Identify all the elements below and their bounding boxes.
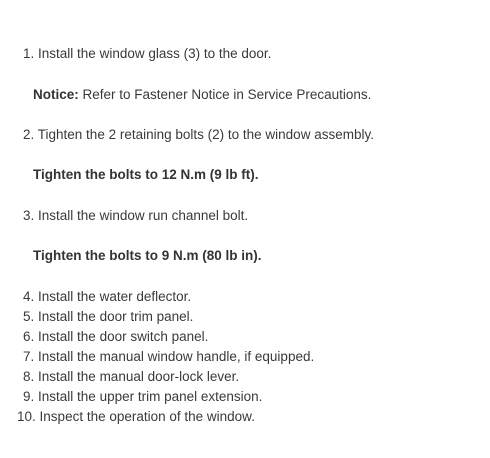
step-text: Install the manual door-lock lever. [38, 369, 240, 384]
step-text: Install the water deflector. [38, 289, 192, 304]
step-9 [23, 389, 262, 405]
notice-label: Notice: [33, 87, 79, 102]
step-text: Install the manual window handle, if equipped. [38, 349, 315, 364]
step-5 [23, 309, 193, 325]
step-number: 4. [23, 289, 35, 304]
step-number: 9. [23, 389, 35, 404]
step-3 [23, 208, 248, 224]
step-text: Install the window glass (3) to the door. [38, 46, 272, 61]
step-1 [23, 46, 271, 62]
notice-line [33, 87, 371, 103]
step-text: Install the upper trim panel extension. [38, 389, 263, 404]
step-number: 5. [23, 309, 35, 324]
step-text: Install the door trim panel. [38, 309, 194, 324]
step-8 [23, 369, 239, 385]
step-number: 3. [23, 208, 35, 223]
torque-spec-1: Tighten the bolts to 12 N.m (9 lb ft). [33, 167, 259, 182]
step-number: 10. [17, 409, 36, 424]
step-number: 7. [23, 349, 35, 364]
notice-text: Refer to Fastener Notice in Service Precautions. [78, 87, 372, 102]
step-text: Install the door switch panel. [38, 329, 209, 344]
step-text: Inspect the operation of the window. [39, 409, 255, 424]
step-number: 6. [23, 329, 35, 344]
step-number: 2. [23, 127, 35, 142]
torque-spec-2: Tighten the bolts to 9 N.m (80 lb in). [33, 248, 262, 263]
step-7 [23, 349, 314, 365]
step-number: 1. [23, 46, 35, 61]
step-6 [23, 329, 208, 345]
step-4 [23, 289, 191, 305]
step-number: 8. [23, 369, 35, 384]
step-text: Tighten the 2 retaining bolts (2) to the window assembly. [37, 127, 374, 142]
step-10 [17, 409, 255, 425]
step-2 [23, 127, 374, 143]
step-text: Install the window run channel bolt. [38, 208, 249, 223]
